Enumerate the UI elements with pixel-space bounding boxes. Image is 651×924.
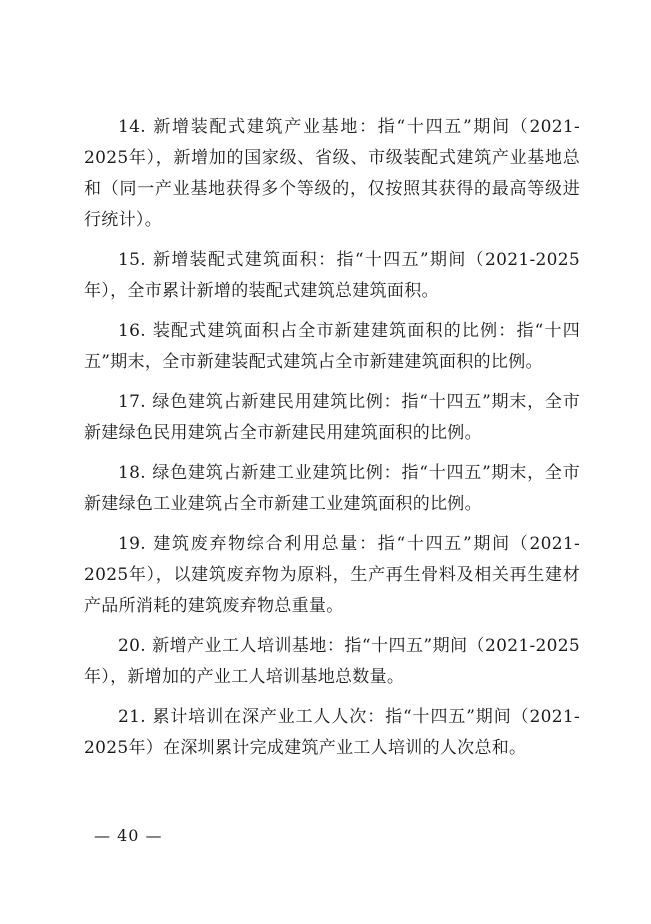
definition-item-18 <box>84 458 580 520</box>
definition-item-20 <box>84 631 580 693</box>
item-text: 绿色建筑占新建工业建筑比例：指“十四五”期末，全市新建绿色工业建筑占全市新建工业建筑面积的比例。 <box>84 463 580 514</box>
definition-item-21 <box>84 702 580 764</box>
item-number: 19. <box>118 534 146 554</box>
item-number: 16. <box>118 321 146 341</box>
page-number: — 40 — <box>94 826 163 845</box>
definitions-list <box>84 112 580 773</box>
item-number: 14. <box>118 117 146 137</box>
item-number: 15. <box>118 250 146 270</box>
definition-item-19 <box>84 529 580 622</box>
item-number: 18. <box>118 463 146 483</box>
item-text: 绿色建筑占新建民用建筑比例：指“十四五”期末，全市新建绿色民用建筑占全市新建民用建筑面积的比例。 <box>84 392 580 443</box>
definition-item-14 <box>84 112 580 236</box>
item-number: 21. <box>118 707 146 727</box>
definition-item-16 <box>84 316 580 378</box>
item-text: 建筑废弃物综合利用总量：指“十四五”期间（2021-2025年），以建筑废弃物为原料，生产再生骨料及相关再生建材产品所消耗的建筑废弃物总重量。 <box>84 534 580 616</box>
item-number: 20. <box>118 636 146 656</box>
item-text: 装配式建筑面积占全市新建建筑面积的比例：指“十四五”期末，全市新建装配式建筑占全市新建建筑面积的比例。 <box>84 321 580 372</box>
item-text: 新增产业工人培训基地：指“十四五”期间（2021-2025年），新增加的产业工人培训基地总数量。 <box>84 636 580 687</box>
definition-item-15 <box>84 245 580 307</box>
item-number: 17. <box>118 392 146 412</box>
definition-item-17 <box>84 387 580 449</box>
item-text: 新增装配式建筑面积：指“十四五”期间（2021-2025年），全市累计新增的装配式建筑总建筑面积。 <box>84 250 580 301</box>
item-text: 累计培训在深产业工人人次：指“十四五”期间（2021-2025年）在深圳累计完成建筑产业工人培训的人次总和。 <box>84 707 580 758</box>
item-text: 新增装配式建筑产业基地：指“十四五”期间（2021-2025年），新增加的国家级、省级、市级装配式建筑产业基地总和（同一产业基地获得多个等级的，仅按照其获得的最高等级进行统计）。 <box>84 117 580 230</box>
